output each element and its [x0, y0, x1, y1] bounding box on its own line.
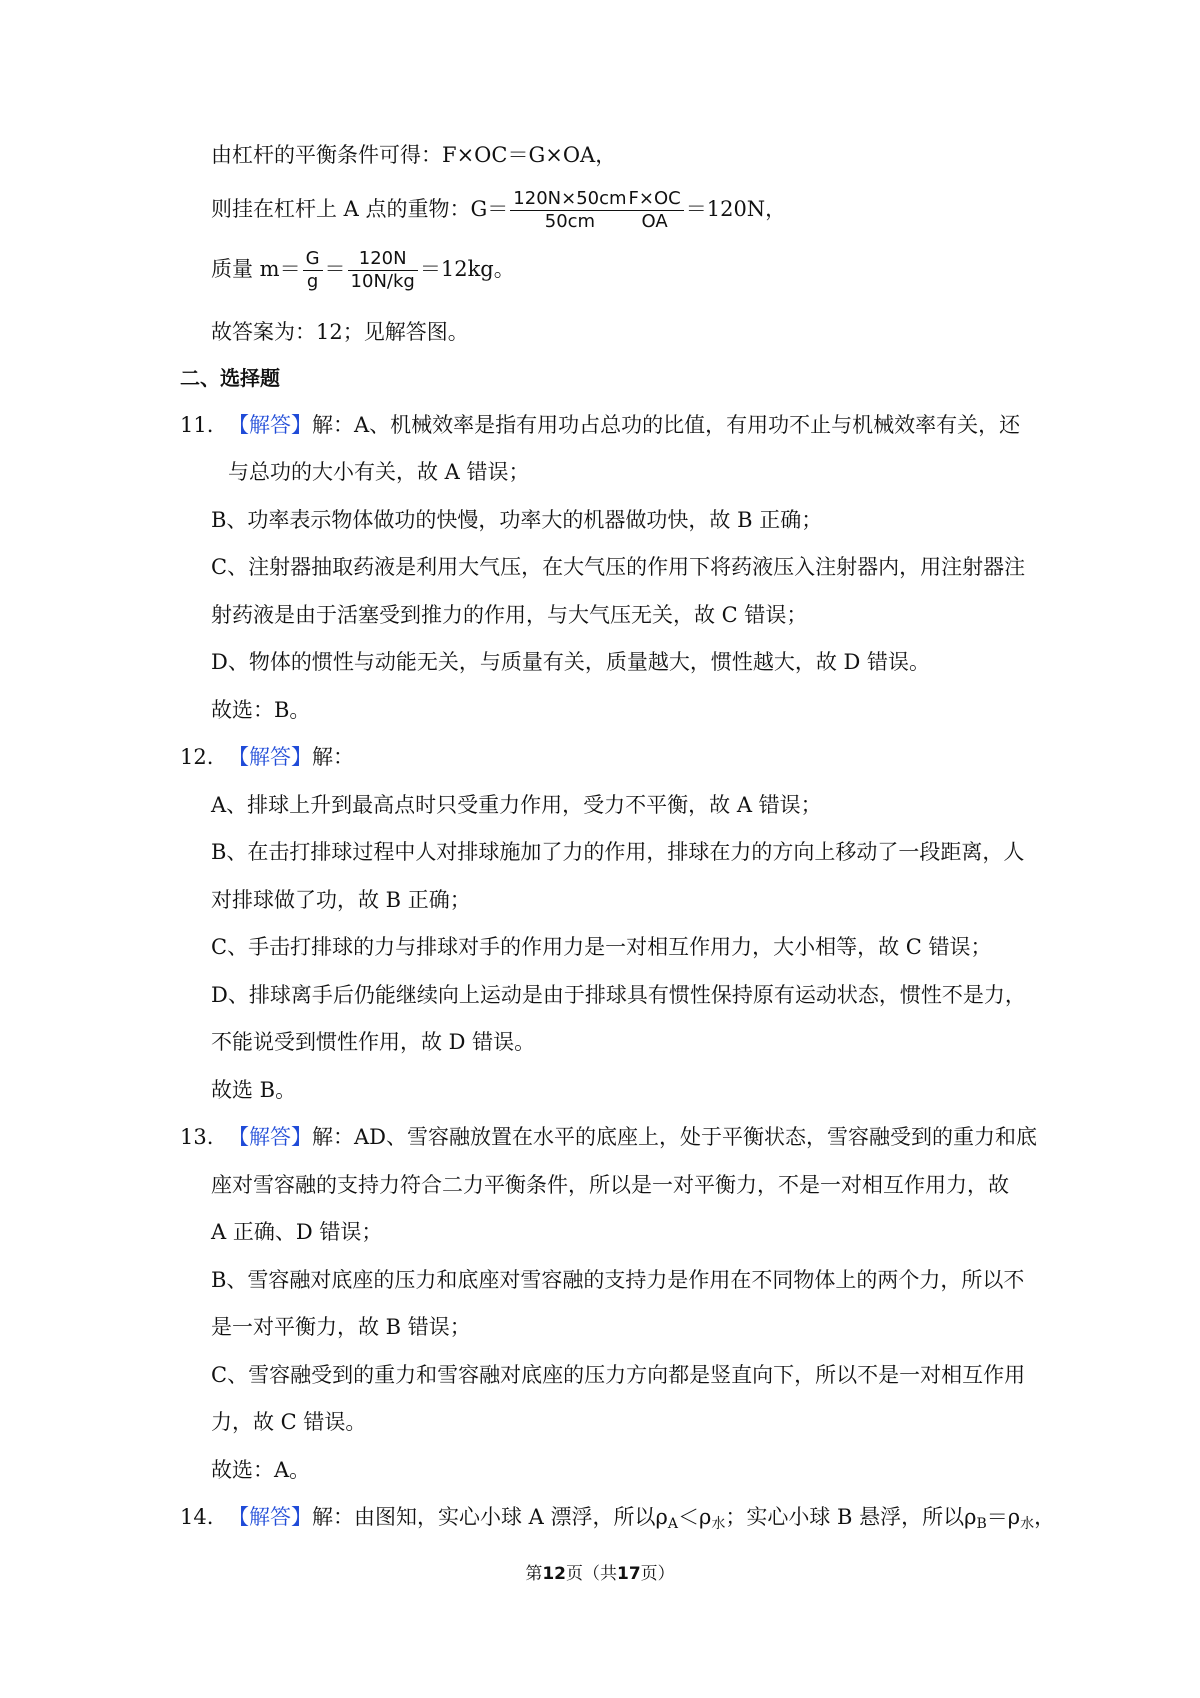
- q11-line-4: C、注射器抽取药液是利用大气压，在大气压的作用下将药液压入注射器内，用注射器注: [211, 555, 1026, 579]
- q12-line-5: C、手击打排球的力与排球对手的作用力是一对相互作用力，大小相等，故 C 错误；: [211, 935, 992, 959]
- overlapping-fraction: [508, 188, 685, 233]
- denominator: g: [306, 271, 319, 292]
- footer-text: 页）: [640, 1564, 675, 1584]
- fraction-g-over-g: [303, 248, 323, 293]
- q11-line-7: 故选：B。: [211, 698, 311, 722]
- total-pages: 17: [617, 1564, 641, 1584]
- fraction-120n-over-10nkg: [348, 248, 418, 293]
- q13-line-5: 是一对平衡力，故 B 错误；: [211, 1315, 471, 1339]
- answer-tag: 【解答】: [228, 745, 312, 769]
- q11-line-3: B、功率表示物体做功的快慢，功率大的机器做功快，故 B 正确；: [211, 508, 823, 532]
- q12-number: 12.: [180, 745, 214, 769]
- numerator: F×OC: [626, 188, 684, 211]
- answer-tag: 【解答】: [228, 1125, 312, 1149]
- answer-tag: 【解答】: [228, 413, 312, 437]
- q12-first: [228, 742, 354, 772]
- q14-text: ，: [1034, 1505, 1056, 1529]
- q12-line-7: 不能说受到惯性作用，故 D 错误。: [211, 1030, 536, 1054]
- prev-line-1: 由杠杆的平衡条件可得：F×OC＝G×OA，: [211, 143, 617, 167]
- prev-line-4: 故答案为：12；见解答图。: [211, 320, 469, 344]
- q11-line-5: 射药液是由于活塞受到推力的作用，与大气压无关，故 C 错误；: [211, 603, 808, 627]
- q14-text: 解：由图知，实心小球 A 漂浮，所以ρ: [312, 1505, 668, 1529]
- prev-line-3: [211, 248, 515, 293]
- denominator: OA: [641, 211, 668, 232]
- q11-text: 与总功的大小有关，故 A 错误；: [228, 460, 530, 484]
- q11-number: 11.: [180, 413, 214, 437]
- q13-text: 解：AD、雪容融放置在水平的底座上，处于平衡状态，雪容融受到的重力和底: [312, 1125, 1037, 1149]
- q12-line-4: 对排球做了功，故 B 正确；: [211, 888, 471, 912]
- prev-line-2-text: 则挂在杠杆上 A 点的重物：G＝: [211, 197, 509, 221]
- section-heading: 二、选择题: [180, 366, 280, 390]
- subscript-b: B: [976, 1516, 987, 1532]
- q13-line-2: 座对雪容融的支持力符合二力平衡条件，所以是一对平衡力，不是一对相互作用力，故: [211, 1173, 1009, 1197]
- answer-tag: 【解答】: [228, 1505, 312, 1529]
- footer-text: 页（共: [566, 1564, 617, 1584]
- fraction-2: [626, 188, 684, 233]
- q13-number: 13.: [180, 1125, 214, 1149]
- prev-line-3-text: 质量 m＝: [211, 257, 301, 281]
- q12-line-8: 故选 B。: [211, 1078, 297, 1102]
- q13-line-7: 力，故 C 错误。: [211, 1410, 367, 1434]
- denominator: 50cm: [544, 211, 596, 232]
- equals: ＝: [324, 257, 346, 281]
- q12-line-2: A、排球上升到最高点时只受重力作用，受力不平衡，故 A 错误；: [211, 793, 822, 817]
- numerator: 120N: [348, 248, 418, 271]
- q13-line-6: C、雪容融受到的重力和雪容融对底座的压力方向都是竖直向下，所以不是一对相互作用: [211, 1363, 1026, 1387]
- q11-first: [228, 410, 1020, 440]
- numerator: G: [303, 248, 323, 271]
- q13-line-3: A 正确、D 错误；: [211, 1220, 383, 1244]
- q13-line-4: B、雪容融对底座的压力和底座对雪容融的支持力是作用在不同物体上的两个力，所以不: [211, 1268, 1025, 1292]
- q12-text: 解：: [312, 745, 354, 769]
- q14-number: 14.: [180, 1505, 214, 1529]
- q12-line-3: B、在击打排球过程中人对排球施加了力的作用，排球在力的方向上移动了一段距离，人: [211, 840, 1025, 864]
- q11-line-6: D、物体的惯性与动能无关，与质量有关，质量越大，惯性越大，故 D 错误。: [211, 650, 931, 674]
- q14-first: [228, 1502, 1055, 1539]
- numerator: 120N×50cm: [510, 188, 629, 211]
- footer-text: 第: [525, 1564, 543, 1584]
- q11-text: 解：A、机械效率是指有用功占总功的比值，有用功不止与机械效率有关，还: [312, 413, 1021, 437]
- prev-line-3-result: ＝12kg。: [419, 257, 515, 281]
- q13-first: [228, 1122, 1037, 1152]
- q14-text: ；实心小球 B 悬浮，所以ρ: [725, 1505, 977, 1529]
- fraction-1: [510, 188, 629, 233]
- subscript-water: 水: [1020, 1516, 1035, 1532]
- q14-text: ＜ρ: [678, 1505, 712, 1529]
- q13-line-8: 故选：A。: [211, 1458, 311, 1482]
- q12-line-6: D、排球离手后仍能继续向上运动是由于排球具有惯性保持原有运动状态，惯性不是力，: [211, 983, 1026, 1007]
- subscript-water: 水: [711, 1516, 726, 1532]
- page-number: 12: [542, 1564, 566, 1584]
- prev-line-2: [211, 188, 786, 233]
- denominator: 10N/kg: [350, 271, 415, 292]
- subscript-a: A: [667, 1516, 678, 1532]
- q14-text: ＝ρ: [986, 1505, 1021, 1529]
- page-footer: [0, 1562, 1200, 1586]
- prev-line-2-result: ＝120N，: [685, 197, 787, 221]
